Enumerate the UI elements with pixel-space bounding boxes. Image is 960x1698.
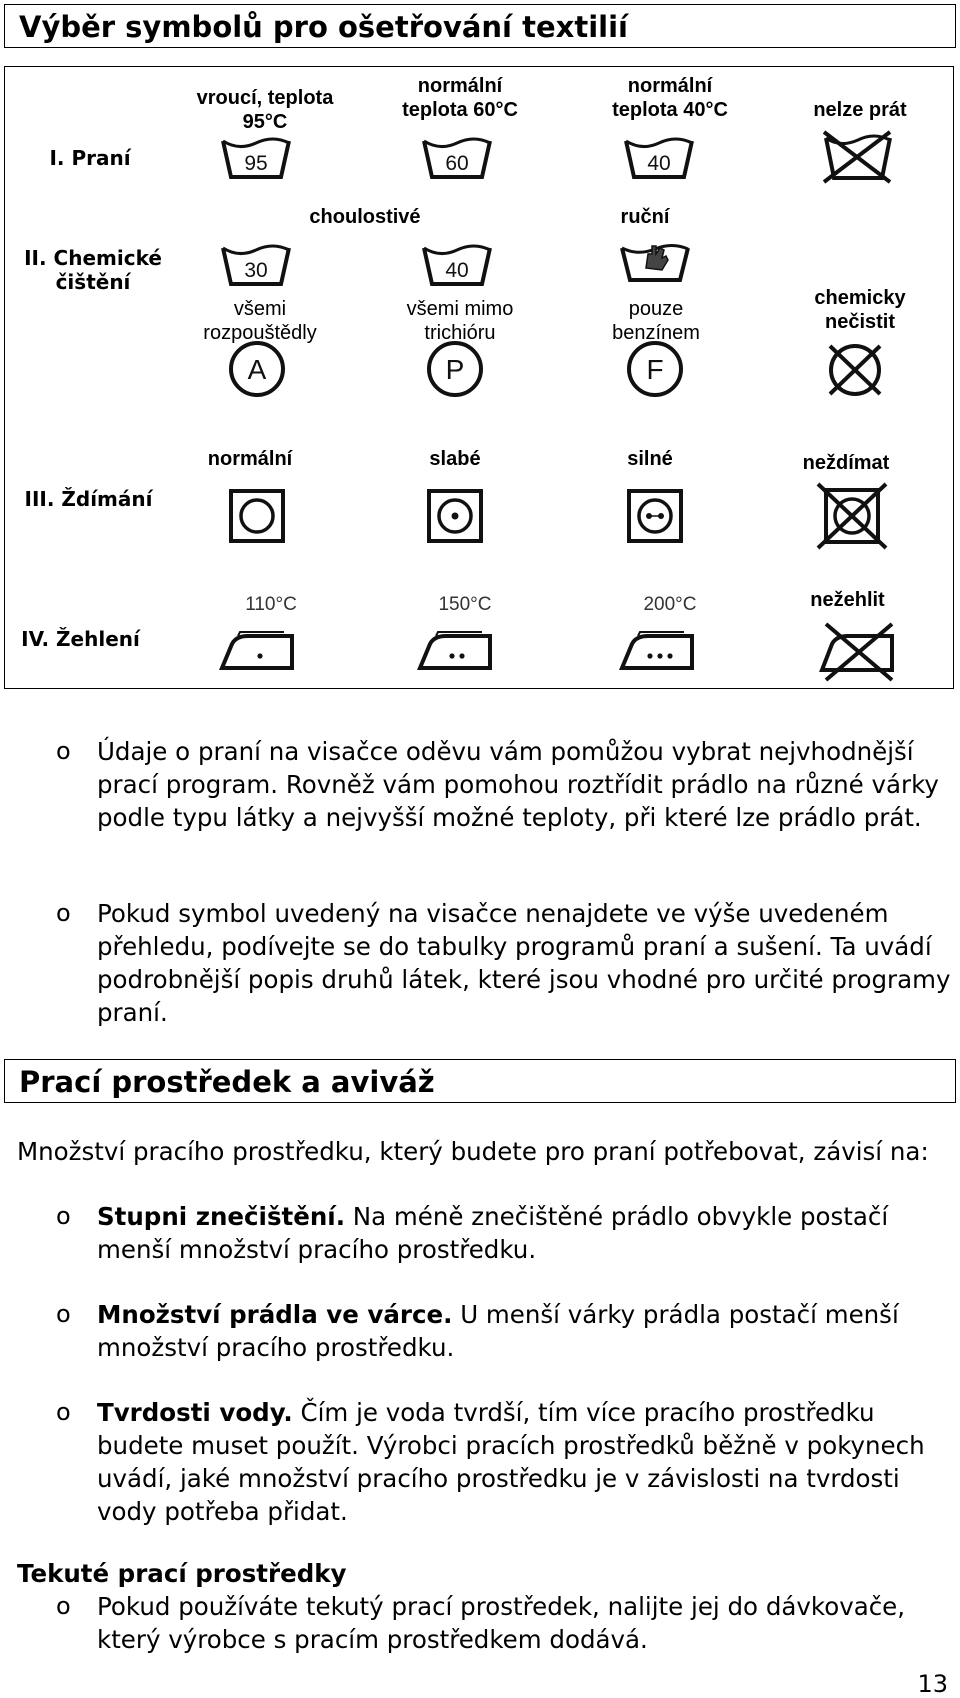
factor-soiling-text: Na méně znečištěné prádlo obvykle postačí menší množství pracího prostředku. (97, 1202, 889, 1264)
no-iron-icon (816, 620, 898, 682)
iron-low-icon (218, 628, 298, 674)
factor-soiling (97, 1200, 957, 1266)
row-label-ironing: IV. Žehlení (21, 627, 140, 651)
factor-soiling-title: Stupni znečištění. (97, 1202, 346, 1231)
iron-high-icon (618, 628, 698, 674)
wring-normal-icon (228, 488, 286, 544)
wash-tub-60-value: 60 (445, 152, 469, 175)
subheading-liquid-detergent: Tekuté prací prostředky (17, 1559, 347, 1588)
wring-gentle-icon (426, 488, 484, 544)
label-iron-200: 200°C (643, 594, 697, 615)
note-paragraph-1: Údaje o praní na visačce oděvu vám pomůžou vybrat nejvhodnější prací program. Rovněž vám pomohou roztřídit prádlo na různé várky podle typu látky a nejvyšší možné teploty, při které lze prádlo prát. (97, 737, 939, 832)
bullet-marker: o (56, 1398, 71, 1426)
label-petrol-only: pouze benzínem (612, 298, 700, 344)
bullet-marker: o (56, 899, 71, 927)
wash-tub-40-delicate-value: 40 (445, 259, 469, 282)
bullet-marker: o (56, 1300, 71, 1328)
label-iron-110: 110°C (245, 594, 297, 615)
bullet-marker: o (56, 737, 71, 765)
dry-clean-f-icon (626, 340, 684, 398)
label-hand: ruční (620, 206, 670, 228)
page-number: 13 (917, 1670, 948, 1698)
label-no-dry-clean: chemicky nečistit (814, 287, 906, 333)
label-wash-95: vroucí, teplota 95°C (196, 87, 334, 133)
label-iron-150: 150°C (438, 594, 492, 615)
dry-clean-p-letter: P (445, 354, 465, 385)
factor-load-title: Množství prádla ve várce. (97, 1300, 453, 1329)
section-heading-detergent: Prací prostředek a aviváž (4, 1059, 956, 1103)
wash-tub-40-delicate-icon (422, 244, 492, 288)
section-heading-care-symbols: Výběr symbolů pro ošetřování textilií (4, 4, 956, 48)
bullet-marker: o (56, 1592, 71, 1620)
row-label-wringing: III. Ždímání (24, 487, 153, 511)
label-all-solvents: všemi rozpouštědly (203, 298, 317, 344)
label-no-wash: nelze prát (813, 99, 907, 121)
wash-tub-40-icon (624, 137, 694, 181)
factor-hardness-text: Čím je voda tvrdší, tím více pracího prostředku budete muset použít. Výrobci pracích prostředků běžně v pokynech uvádí, jaké množství pracího prostředku je v závislosti na tvrdosti vody potřeba přidat. (97, 1398, 925, 1526)
wring-strong-icon (626, 488, 684, 544)
no-wash-icon (820, 128, 894, 184)
label-wring-gentle: slabé (429, 448, 481, 470)
label-no-iron: nežehlit (810, 589, 885, 611)
wash-tub-30-icon (221, 244, 291, 288)
bullet-marker: o (56, 1202, 71, 1230)
label-no-wring: neždímat (802, 452, 890, 474)
row-label-washing: I. Praní (49, 146, 131, 170)
wash-tub-60-icon (422, 137, 492, 181)
row-label-dry-cleaning: II. Chemické čištění (24, 246, 162, 294)
label-wash-40: normální teplota 40°C (612, 75, 728, 121)
factor-load-text: U menší várky prádla postačí menší množství pracího prostředku. (97, 1300, 899, 1362)
dry-clean-f-letter: F (646, 354, 664, 385)
no-wring-icon (814, 480, 890, 552)
iron-medium-icon (416, 628, 496, 674)
liquid-detergent-note: Pokud používáte tekutý prací prostředek, nalijte jej do dávkovače, který výrobce s pracím prostředkem dodává. (97, 1592, 906, 1654)
hand-wash-icon (620, 240, 690, 284)
label-except-trichlor: všemi mimo trichióru (406, 298, 514, 344)
label-wring-normal: normální (207, 448, 293, 470)
wash-tub-95-value: 95 (244, 152, 268, 175)
detergent-intro: Množství pracího prostředku, který budete pro praní potřebovat, závisí na: (17, 1137, 929, 1166)
label-wring-strong: silné (627, 448, 673, 470)
factor-load (97, 1298, 957, 1364)
factor-hardness-title: Tvrdosti vody. (97, 1398, 293, 1427)
label-delicate: choulostivé (309, 206, 421, 228)
dry-clean-a-letter: A (247, 354, 267, 385)
label-wash-60: normální teplota 60°C (402, 75, 518, 121)
no-dry-clean-icon (824, 340, 886, 400)
note-paragraph-2: Pokud symbol uvedený na visačce nenajdete ve výše uvedeném přehledu, podívejte se do tabulky programů praní a sušení. Ta uvádí podrobnější popis druhů látek, které jsou vhodné pro určité programy praní. (97, 899, 951, 1027)
dry-clean-a-icon (228, 340, 286, 398)
wash-tub-30-value: 30 (244, 259, 268, 282)
wash-tub-95-icon (221, 137, 291, 181)
dry-clean-p-icon (426, 340, 484, 398)
factor-hardness (97, 1396, 957, 1528)
wash-tub-40-value: 40 (647, 152, 671, 175)
